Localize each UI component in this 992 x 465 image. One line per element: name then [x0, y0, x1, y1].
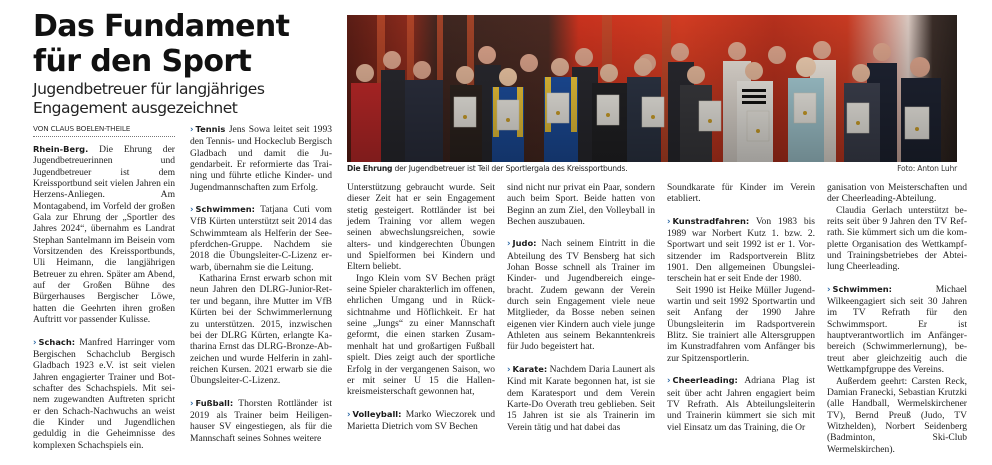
paragraph-text: Thorsten Rottländer ist 2019 als Trainer beim Heiligenhauser SV eingestiegen, als für die Mannschaft seines Sohnes weitere	[190, 397, 332, 444]
section-label-cheerleading: Cheerleading:	[672, 375, 738, 386]
text-column-2	[190, 124, 332, 444]
paragraph-cheerleading-cont	[827, 182, 967, 205]
caption-lead: Die Ehrung	[347, 164, 393, 173]
dateline: Rhein-Berg.	[33, 144, 89, 154]
paragraph-kunstradfahren	[667, 216, 815, 285]
bullet-arrow-icon: ›	[190, 125, 194, 135]
section-label-fussball: Fußball:	[195, 397, 234, 408]
paragraph-fussball	[190, 398, 332, 444]
bullet-arrow-icon: ›	[667, 376, 671, 387]
bullet-arrow-icon: ›	[667, 216, 671, 227]
paragraph-text: Jens Sowa leitet seit 1993 den Tennis- und Hockeclub Bergisch Gladbach und damit die Jugendarbeit. Er reformierte das Training und führte etliche Kinder- und Jugendmannschaften zum Erfolg.	[190, 124, 332, 193]
section-label-schwimmen: Schwimmen:	[195, 204, 255, 215]
paragraph-schwimmen-2	[827, 284, 967, 376]
bullet-arrow-icon: ›	[190, 205, 194, 216]
paragraph-ernst	[190, 273, 332, 386]
paragraph-text: Soundkarate für Kinder im Verein etabliert.	[667, 182, 815, 205]
section-label-kunstradfahren: Kunstradfahren:	[672, 215, 750, 226]
paragraph-text: Katharina Ernst erwarb schon mit neun Jahren den DLRG-Junior-Retter und begann, ihre Mutter im VfB Kürten bei der Schwimmerlernung zu unterstützen. 2015, inzwischen bei der DLRG Kürten, erlangte Katharina Ernst das DLRG-Bronze-Abzeichen und wurde Helferin in zahlreichen Kursen. 2021 erwarb sie die Übungsleiter-C-Lizenz.	[190, 273, 332, 387]
section-label-schwimmen-2: Schwimmen:	[832, 283, 892, 294]
text-column-5	[667, 182, 815, 433]
bullet-arrow-icon: ›	[190, 398, 194, 409]
text-column-1	[33, 144, 175, 451]
paragraph-rottlaender	[347, 182, 495, 273]
byline: VON CLAUS BOELEN-THEILE	[33, 124, 175, 137]
paragraph-text: Nach seinem Eintritt in die Abteilung des TV Bensberg hat sich Johan Bosse schnell als Trainer im Kinder- und Jugendbereich eingebracht. Zudem gewann der Verein durch sein Engagement viele neue Mitglieder, da Bosse neben seinen eigenen vier Kindern auch viele junge Athleten aus seinem Bekanntenkreis für Judo begeistert hat.	[507, 238, 655, 353]
paragraph-text: Die Ehrung der Jugendbetreuerinnen und Jugendbetreuer ist dem Kreissportbund seit vielen Jahren ein Herzens-Anliegen. Am Montagabend, im Vorfeld der großen Gala zur Ehrung der „Sportler des Jahres 2024“, übernahm es Landrat Stephan Santelmann im Beisein vom Vorsitzenden des Kreissportbunds, Uli Heimann, die langjährigen Betreuer zu ehren. Später am Abend, auf der Großen Bühne des Bürgerhauses Bergischer Löwe, hatten die Geehrten ihren großen Auftritt vor passender Kulisse.	[33, 144, 175, 326]
article-photo	[347, 15, 957, 162]
section-label-tennis: Tennis	[195, 124, 226, 134]
text-column-6	[827, 182, 967, 455]
paragraph-mueller	[667, 285, 815, 364]
bullet-arrow-icon: ›	[347, 409, 351, 420]
headline-line-1: Das Fundament	[33, 9, 290, 44]
headline	[33, 9, 343, 79]
paragraph-text: Außerdem geehrt: Carsten Reck, Damian Franecki, Sebastian Krutzki (alle Handball, Wermelskirchener TV), Bernd Preuß (Judo, TV Witzhelden), Norbert Seidenberg (Badminton, Ski-Club Wermelskirchen).	[827, 375, 967, 455]
section-label-judo: Judo:	[512, 238, 537, 249]
bullet-arrow-icon: ›	[507, 239, 511, 250]
headline-line-2: für den Sport	[33, 44, 252, 79]
paragraph-text: Adriana Plag ist seit über acht Jahren engagiert beim TV Refrath. Als Abteilungsleiterin und Trainerin kümmert sie sich mit viel Einsatz um das Training, die Or	[667, 375, 815, 433]
paragraph-judo	[507, 238, 655, 352]
paragraph-cheerleading	[667, 375, 815, 433]
bullet-arrow-icon: ›	[507, 364, 511, 375]
paragraph-volleyball-cont	[507, 182, 655, 227]
paragraph-text: Claudia Gerlach unterstützt bereits seit über 9 Jahren den TV Refrath. Sie kümmert sich um die komplette Organisation des Wettkampf- und Trainingsbetriebes der Abteilung Cheerleading.	[827, 204, 967, 273]
paragraph-schwimmen	[190, 204, 332, 273]
paragraph-karate-cont	[667, 182, 815, 205]
subheadline-line-2: Engagement ausgezeichnet	[33, 99, 238, 117]
paragraph-weitere-geehrte	[827, 376, 967, 455]
paragraph-tennis	[190, 124, 332, 193]
subheadline-line-1: Jugendbetreuer für langjähriges	[33, 80, 265, 98]
paragraph-karate	[507, 364, 655, 433]
bullet-arrow-icon: ›	[827, 284, 831, 295]
paragraph-text: Nachdem Daria Launert als Kind mit Karate begonnen hat, ist sie dem Karatesport und dem Verein Karte-Do Overath treu geblieben. Seit 15 Jahren ist sie als Trainerin im Verein tätig und hat dabei das	[507, 363, 655, 433]
paragraph-text: Marko Wieczorek und Marietta Dietrich vom SV Bechen	[347, 408, 495, 432]
text-column-4	[507, 182, 655, 433]
group-photo-illustration	[347, 15, 957, 162]
paragraph-text: sind nicht nur privat ein Paar, sondern auch beim Sport. Beide hatten von Beginn an zum Ziel, den Volleyball in Bechen auszubauen.	[507, 182, 655, 228]
paragraph-gerlach	[827, 205, 967, 273]
paragraph-text: Tatjana Cuti vom VfB Kürten unterstützt seit 2014 das Schwimmteam als Helferin der Seepferdchen-Gruppe. Nachdem sie 2018 die Übungsleiter-C-Lizenz erwarb, übernahm sie die Leitung.	[190, 204, 332, 273]
paragraph-text: Von 1983 bis 1989 war Norbert Kutz 1. bzw. 2. Sportwart und seit 1992 ist er 1. Vorsitzender im Radsportverein Blitz 1901. Den allgemeinen Übungsleiterschein hat er seit Ende der 1980.	[667, 215, 815, 285]
photo-credit: Foto: Anton Luhr	[897, 164, 957, 173]
paragraph-schach	[33, 337, 175, 451]
section-label-volleyball: Volleyball:	[352, 408, 402, 419]
section-label-schach: Schach:	[38, 336, 76, 347]
paragraph-text: ganisation von Meisterschaften und der Cheerleading-Abteilung.	[827, 182, 967, 205]
paragraph-text: Michael Wilkeengagiert sich seit 30 Jahren im TV Refrath für den Schwimmsport. Er ist hauptverantwortlich im Anfängerbereich (Schwimmerlernung), betreut aber gleichzeitig auch die Wettkampfgruppe des Vereins.	[827, 283, 967, 376]
section-label-karate: Karate:	[512, 363, 548, 374]
caption-text: der Jugendbetreuer ist Teil der Sportlergala des Kreissportbunds.	[392, 164, 628, 173]
paragraph-volleyball	[347, 409, 495, 433]
paragraph-text: Ingo Klein vom SV Bechen prägt seine Spieler charakterlich im offenen, ehrlichen Umgang und in Rücksichtnahme und Höflichkeit. Er hat seine „Jungs“ zu einer Mannschaft geformt, die einen starken Zusammenhalt hat und großartigen Fußball spielt. Dies zeigt auch der sportliche Erfolg in der vergangenen Saison, wo er mit seiner U 15 die Hallenkreismeisterschaft gewonnen hat,	[347, 272, 495, 398]
paragraph-text: Seit 1990 ist Heike Müller Jugendwartin und seit 1992 Sportwartin und seit Anfang der 1990 Jahre Übungsleiterin im Radsportverein Blitz. Sie trainiert alle Altersgruppen im Kunstradfahren vom Anfänger bis zur Spitzensportlerin.	[667, 284, 815, 364]
paragraph-intro	[33, 144, 175, 326]
subheadline	[33, 80, 343, 118]
paragraph-klein	[347, 273, 495, 398]
text-column-3	[347, 182, 495, 432]
bullet-arrow-icon: ›	[33, 337, 37, 348]
paragraph-text: Manfred Harringer vom Bergischen Schachclub Bergisch Gladbach 1923 e.V. ist seit vielen Jahren engagierter Trainer und Botschafter des Schachspiels. Mit seinem zugewandten Auftreten spricht er den Schach-Nachwuchs an weist die Kinder und Jugendlichen geduldig in die Geheimnisse des komplexen Schachspiels ein.	[33, 336, 175, 451]
paragraph-text: Unterstützung gebraucht wurde. Seit dieser Zeit hat er sein Engagement stetig gesteigert. Rottländer ist bei jedem Training vor allem wegen seinen abwechslungsreichen, sowie alters- und kindgerechten Übungen und Spielformen bei Kindern und Eltern beliebt.	[347, 182, 495, 273]
photo-caption	[347, 164, 817, 173]
